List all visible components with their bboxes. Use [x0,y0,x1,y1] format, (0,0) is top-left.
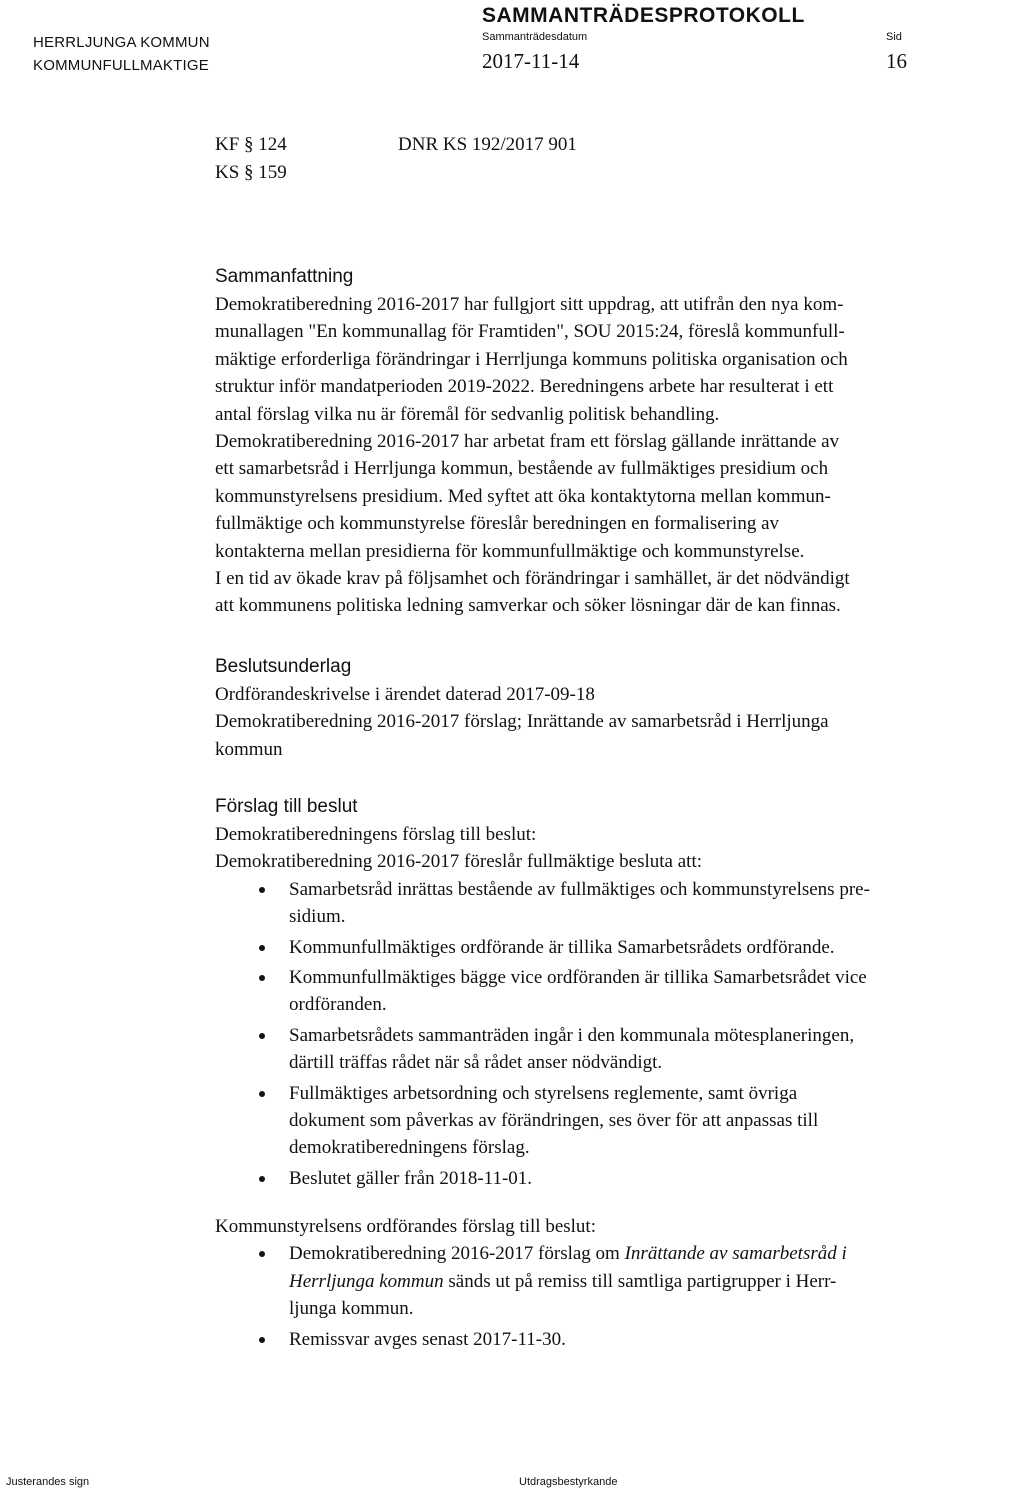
proposal-heading: Förslag till beslut [215,796,358,817]
footer-certification-label: Utdragsbestyrkande [519,1476,618,1488]
bullet-icon [259,887,265,893]
basis-heading: Beslutsunderlag [215,656,352,677]
summary-line: att kommunens politiska ledning samverkar och söker lösningar där de kan finnas. [215,595,841,617]
bullet-icon [259,1176,265,1182]
proposal-list [215,876,1010,1192]
diary-number: DNR KS 192/2017 901 [398,134,577,155]
list-item: Beslutet gäller från 2018-11-01. [215,1165,1010,1192]
summary-line: mäktige erforderliga förändringar i Herrljunga kommuns politiska organisation och [215,348,848,370]
bullet-icon [259,975,265,981]
list-item: Demokratiberedning 2016-2017 förslag om Inrättande av samarbetsråd i Herrljunga kommun sänds ut på remiss till samtliga partigrupper i Herr- ljunga kommun. [215,1240,1010,1322]
summary-line: Demokratiberedning 2016-2017 har arbetat fram ett förslag gällande inrättande av [215,431,840,453]
organization-name: HERRLJUNGA KOMMUN [33,34,210,51]
summary-line: kommunstyrelsens presidium. Med syftet att öka kontaktytorna mellan kommun- [215,485,831,507]
ks-proposal-section [215,1213,1010,1356]
basis-line: Ordförandeskrivelse i ärendet daterad 2017-09-18 [215,684,595,705]
page-label: Sid [886,31,902,43]
summary-line: Demokratiberedning 2016-2017 har fullgjort sitt uppdrag, att utifrån den nya kom- [215,294,844,315]
proposal-intro: Demokratiberedning 2016-2017 föreslår fullmäktige besluta att: [215,851,702,873]
summary-line: struktur inför mandatperioden 2019-2022. Beredningens arbete har resulterat i ett [215,376,834,398]
ks-proposal-intro: Kommunstyrelsens ordförandes förslag till beslut: [215,1216,596,1237]
list-item: Samarbetsrådets sammanträden ingår i den kommunala mötesplaneringen, därtill träffas rådet när så rådet anser nödvändigt. [215,1022,1010,1077]
date-label: Sammanträdesdatum [482,31,588,43]
list-item: Fullmäktiges arbetsordning och styrelsens reglemente, samt övriga dokument som påverkas av förändringen, ses över för att anpassas till demokratiberedningens förslag. [215,1080,1010,1162]
meeting-date: 2017-11-14 [482,49,580,73]
summary-line: I en tid av ökade krav på följsamhet och förändringar i samhället, är det nödvändigt [215,568,850,590]
footer-signature-label: Justerandes sign [6,1476,90,1488]
list-item: Remissvar avges senast 2017-11-30. [215,1326,1010,1353]
bullet-icon [259,1337,265,1343]
summary-line: kontakterna mellan presidierna för kommunfullmäktige och kommunstyrelse. [215,540,805,562]
document-type: SAMMANTRÄDESPROTOKOLL [482,4,805,27]
summary-line: fullmäktige och kommunstyrelse föreslår beredningen en formalisering av [215,513,780,535]
organization-body: KOMMUNFULLMAKTIGE [33,57,209,74]
page-number: 16 [886,49,907,73]
summary-section [215,262,1010,620]
basis-line: Demokratiberedning 2016-2017 förslag; Inrättande av samarbetsråd i Herrljunga [215,711,829,733]
proposal-section [215,792,1010,1195]
basis-section [215,652,1010,763]
basis-line: kommun [215,738,283,760]
summary-line: antal förslag vilka nu är föremål för sedvanlig politisk behandling. [215,403,720,425]
summary-heading: Sammanfattning [215,266,354,287]
ks-paragraph-ref: KS § 159 [215,162,287,183]
summary-line: munallagen "En kommunallag för Framtiden", SOU 2015:24, föreslå kommunfull- [215,321,845,343]
kf-paragraph-ref: KF § 124 [215,134,287,155]
proposal-intro: Demokratiberedningens förslag till beslut: [215,824,537,845]
bullet-icon [259,1091,265,1097]
list-item: Kommunfullmäktiges ordförande är tillika Samarbetsrådets ordförande. [215,934,1010,961]
summary-line: ett samarbetsråd i Herrljunga kommun, bestående av fullmäktiges presidium och [215,458,829,480]
bullet-icon [259,1033,265,1039]
ks-proposal-list [215,1240,1010,1353]
summary-text [215,291,1010,620]
bullet-icon [259,1251,265,1257]
list-item: Samarbetsråd inrättas bestående av fullmäktiges och kommunstyrelsens pre- sidium. [215,876,1010,931]
bullet-icon [259,945,265,951]
list-item: Kommunfullmäktiges bägge vice ordföranden är tillika Samarbetsrådet vice ordföranden. [215,964,1010,1019]
